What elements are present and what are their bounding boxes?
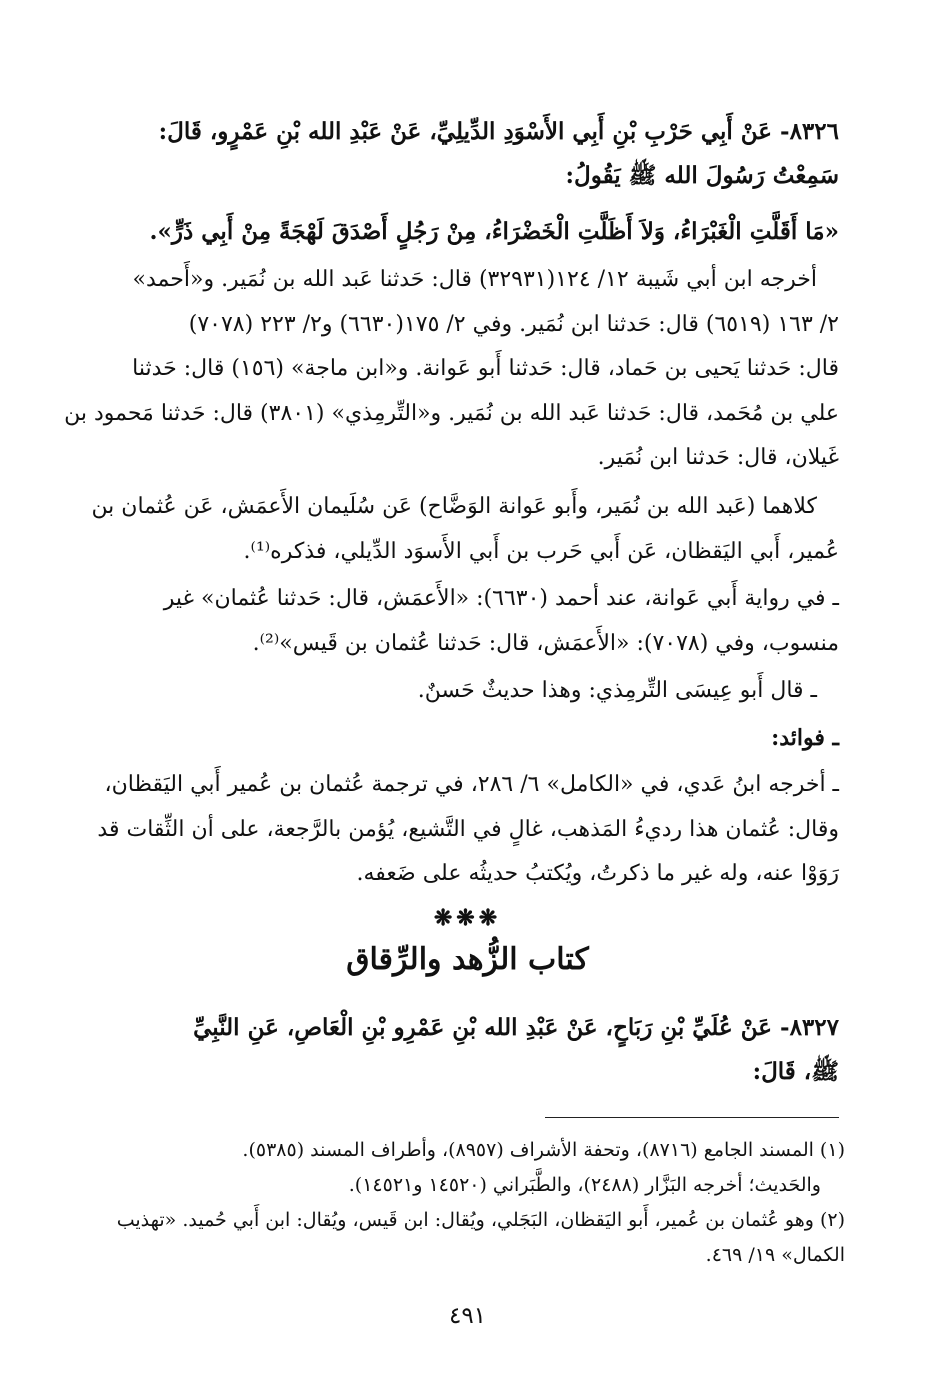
hadith-8327 (87, 1006, 839, 1094)
both-paragraph (87, 485, 839, 574)
awana-note (87, 577, 839, 666)
matn-text: «مَا أَقَلَّتِ الْغَبْرَاءُ، وَلاَ أَظَلَّتِ الْخَضْرَاءُ، مِنْ رَجُلٍ أَصْدَقَ لَهْجَةً مِنْ أَبِي ذَرٍّ». (149, 218, 839, 245)
both-line: كلاهما (عَبد الله بن نُمَير، وأَبو عَوانة الوَضَّاح) عَن سُلَيمان الأَعمَش، عَن عُثمان بن (91, 494, 817, 519)
hadith-8326 (87, 110, 839, 198)
hadith-8326-isnad: ٨٣٢٦- عَنْ أَبِي حَرْبِ بْنِ أَبِي الأَسْوَدِ الدِّيلِيِّ، عَنْ عَبْدِ الله بْنِ عَمْرٍو، قَالَ: (158, 118, 839, 145)
footnote-2-cont: الكمال» ١٩/ ٤٦٩. (705, 1244, 845, 1266)
hadith-8326-intro: سَمِعْتُ رَسُولَ الله ﷺ يَقُولُ: (565, 162, 839, 189)
takhrij-line: علي بن مُحَمد، قال: حَدثنا عَبد الله بن نُمَير. و«التِّرمِذي» (٣٨٠١) قال: حَدثنا مَحمود بن (64, 400, 839, 426)
footnote-1-cont: والحَديث؛ أخرجه البَزَّار (٢٤٨٨)، والطَّبَراني (١٤٥٢٠ و١٤٥٢١). (348, 1174, 821, 1196)
fawaid-line: ـ أخرجه ابنُ عَدي، في «الكامل» ٦/ ٢٨٦، في ترجمة عُثمان بن عُمير أَبي اليَقظان، (104, 772, 839, 797)
both-line: عُمير، أَبي اليَقظان، عَن أَبي حَرب بن أَبي الأَسوَد الدِّيلي، فذكره⁽¹⁾. (243, 538, 839, 564)
tirmidhi-note-text: ـ قال أَبو عِيسَى التِّرمِذي: وهذا حديثٌ حَسنٌ. (417, 678, 817, 703)
book-title: كتاب الزُّهد والرِّقاق (346, 942, 589, 977)
footnotes (87, 1133, 845, 1273)
awana-note-line: ـ في رواية أَبي عَوانة، عند أحمد (٦٦٣٠): «الأَعمَش، قال: حَدثنا عُثمان» غير (163, 586, 839, 611)
tirmidhi-note (65, 669, 839, 714)
footnote-divider (545, 1117, 839, 1118)
section-separator: ❋❋❋ (433, 905, 502, 931)
takhrij-line: غَيلان، قال: حَدثنا ابن نُمَير. (597, 445, 839, 470)
page-number: ٤٩١ (448, 1303, 487, 1329)
fawaid-line: رَوَوْا عنه، وله غير ما ذكرتُ، ويُكتبُ حديثُه على ضَعفه. (356, 861, 839, 886)
hadith-8327-isnad: ٨٣٢٧- عَنْ عُلَيِّ بْنِ رَبَاحٍ، عَنْ عَبْدِ الله بْنِ عَمْرِو بْنِ الْعَاصِ، عَنِ النَّبِيِّ (193, 1014, 839, 1041)
footnote-1: (١) المسند الجامع (٨٧١٦)، وتحفة الأشراف (٨٩٥٧)، وأطراف المسند (٥٣٨٥). (242, 1139, 845, 1161)
takhrij-line: أخرجه ابن أبي شَيبة ١٢/ ١٢٤(٣٢٩٣١) قال: حَدثنا عَبد الله بن نُمَير. و«أَحمد» (132, 267, 817, 292)
awana-note-line: منسوب، وفي (٧٠٧٨): «الأَعمَش، قال: حَدثنا عُثمان بن قَيس»⁽²⁾. (252, 630, 839, 656)
hadith-8327-intro: ﷺ، قَالَ: (752, 1058, 839, 1085)
fawaid-heading (87, 716, 839, 761)
takhrij-line: قال: حَدثنا يَحيى بن حَماد، قال: حَدثنا أَبو عَوانة. و«ابن ماجة» (١٥٦) قال: حَدثنا (132, 356, 839, 381)
hadith-8326-matn (87, 210, 839, 254)
fawaid-paragraph (87, 763, 839, 897)
fawaid-heading-text: ـ فوائد: (771, 725, 839, 751)
takhrij-paragraph (64, 258, 839, 481)
takhrij-line: ٢/ ١٦٣ (٦٥١٩) قال: حَدثنا ابن نُمَير. وفي ٢/ ١٧٥(٦٦٣٠) و٢/ ٢٢٣ (٧٠٧٨) (188, 311, 839, 337)
fawaid-line: وقال: عُثمان هذا رديءُ المَذهب، غالٍ في التَّشيع، يُؤمن بالرَّجعة، على أن الثِّقات قد (97, 816, 839, 842)
footnote-2: (٢) وهو عُثمان بن عُمير، أَبو اليَقظان، البَجَلي، ويُقال: ابن قَيس، ويُقال: ابن أَبي حُميد. «تهذيب (116, 1209, 845, 1231)
